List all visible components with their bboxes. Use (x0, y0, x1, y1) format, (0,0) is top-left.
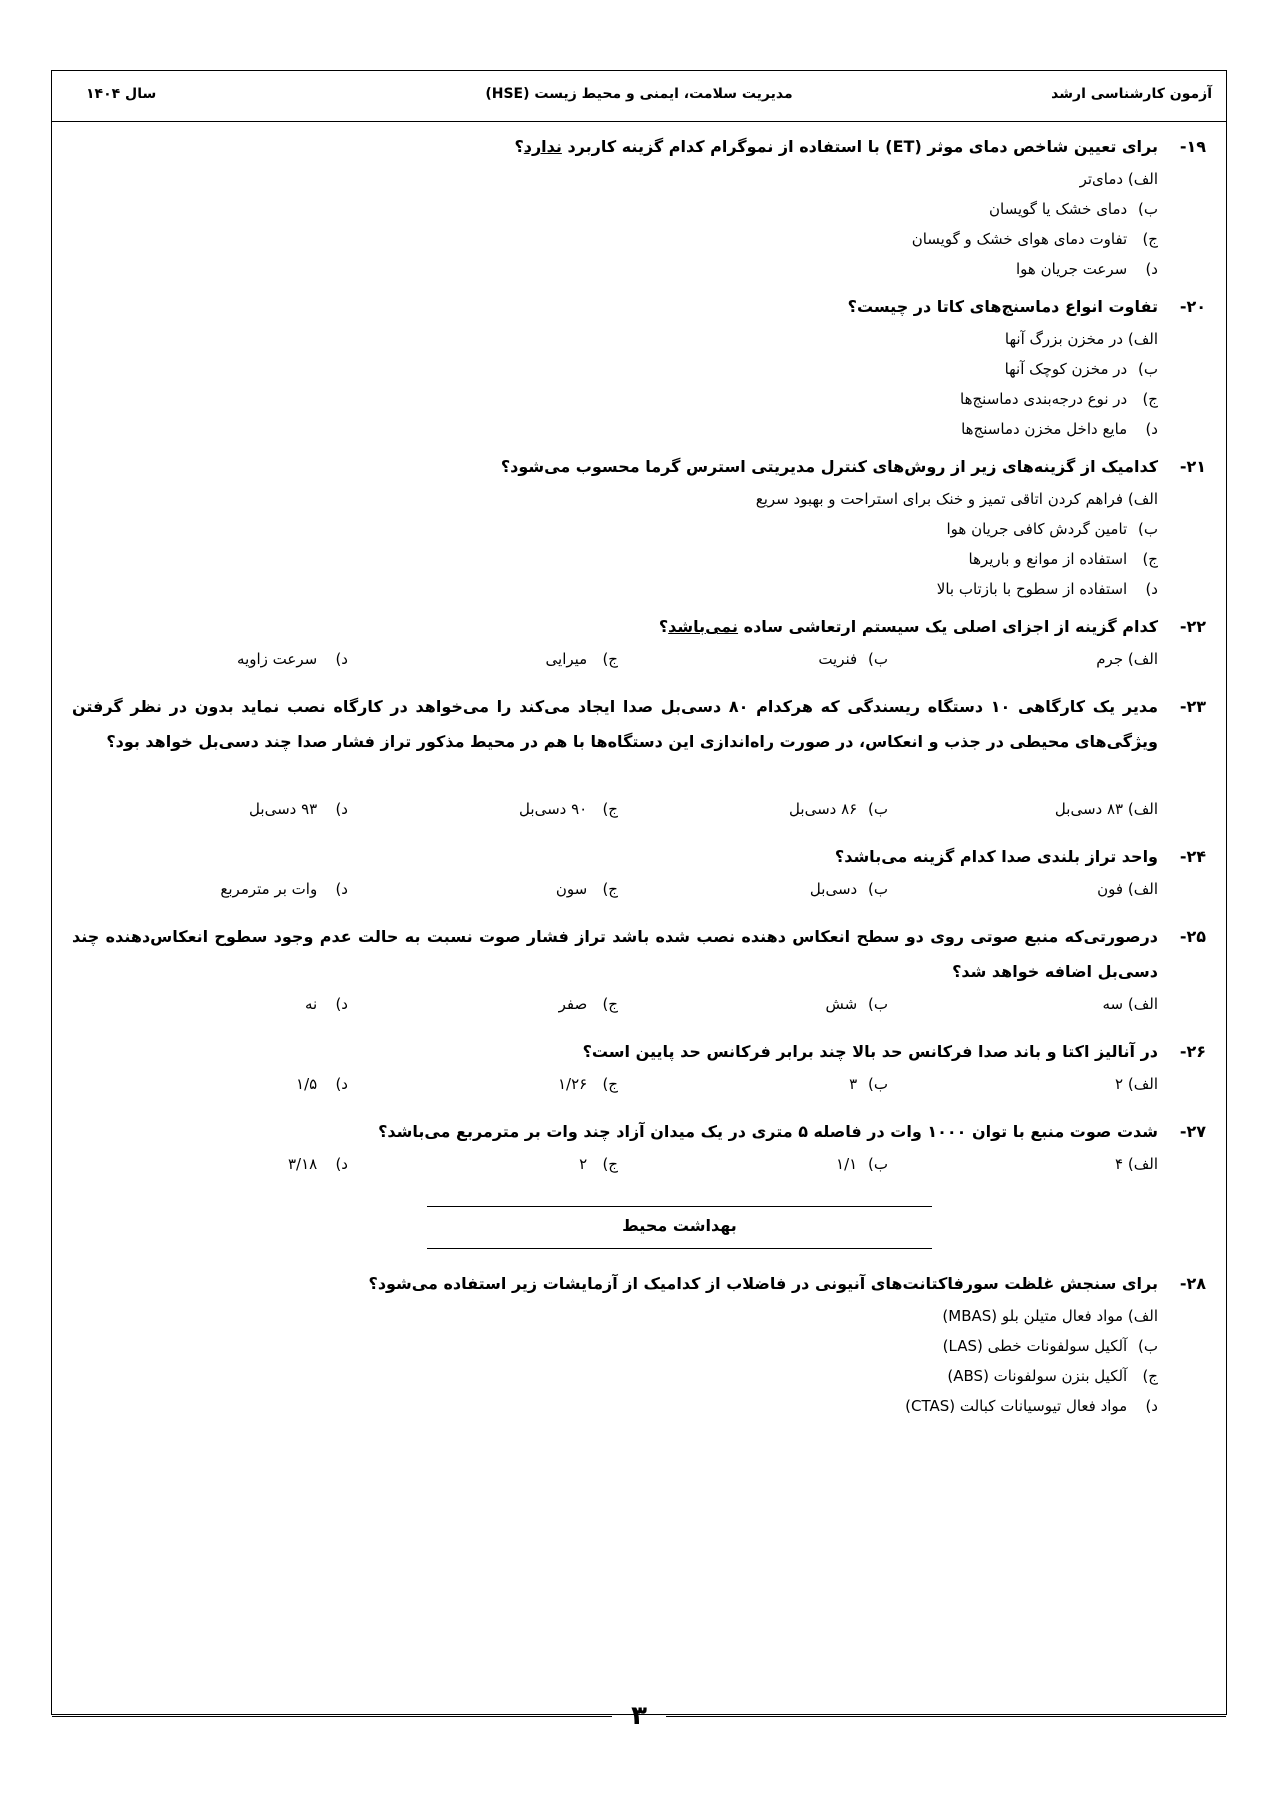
option-label: ب) (868, 800, 888, 818)
option-text: آلکیل سولفونات خطی (LAS) (942, 1337, 1128, 1355)
page-footer (52, 1701, 1226, 1731)
question-text-end: ؟ (514, 137, 524, 156)
option-label: ج) (602, 1075, 618, 1093)
option-text: دمای خشک یا گویسان (989, 200, 1128, 218)
option-label: د) (1145, 420, 1158, 438)
question-text-underlined: ندارد (523, 137, 562, 156)
option-text: ۱/۲۶ (557, 1075, 588, 1093)
question-text: تفاوت انواع دماسنج‌های کاتا در چیست؟ (847, 297, 1158, 316)
question-text: مدیر یک کارگاهی ۱۰ دستگاه ریسندگی که هرکدام ۸۰ دسی‌بل صدا ایجاد می‌کند را می‌خواهد در کارگاه نصب نماید بدون در نظر گرفتن ویژگی‌های محیطی در جذب و انعکاس، در صورت راه‌اندازی این دستگاه‌ها با هم در محیط مذکور تراز فشار صدا چند دسی‌بل خواهد بود؟ (72, 697, 1158, 751)
option-label: الف) (1127, 170, 1158, 188)
option-text: ۱/۵ (296, 1075, 318, 1093)
question-text-underlined: نمی‌باشد (668, 617, 739, 636)
option-label: ب) (1138, 520, 1158, 538)
option-text: سرعت زاویه (237, 650, 318, 668)
option-text: دمای‌تر (1079, 170, 1124, 188)
question-number: ۲۰- (1179, 297, 1206, 316)
option-label: ج) (1142, 390, 1158, 408)
option-a[interactable] (1005, 324, 1158, 354)
option-text: میرایی (545, 650, 588, 668)
option-label: ب) (868, 650, 888, 668)
option-label: ج) (602, 1155, 618, 1173)
question-text (72, 609, 1158, 644)
option-text: وات بر مترمربع (220, 880, 318, 898)
option-label: ب) (1138, 1337, 1158, 1355)
option-text: ۸۳ دسی‌بل (1054, 800, 1124, 818)
option-text: فراهم کردن اتاقی تمیز و خنک برای استراحت و بهبود سریع (755, 490, 1124, 508)
option-c[interactable] (960, 384, 1158, 414)
option-label: ج) (602, 800, 618, 818)
option-b[interactable] (836, 1149, 888, 1179)
question-text-part: برای تعیین شاخص دمای موثر (ET) با استفاده از نموگرام کدام گزینه کاربرد (561, 137, 1158, 156)
option-label: ب) (1138, 360, 1158, 378)
option-text: ۳ (849, 1075, 858, 1093)
option-c[interactable] (519, 794, 618, 824)
option-d[interactable] (305, 989, 348, 1019)
option-label: الف) (1127, 1307, 1158, 1325)
option-text: مواد فعال تیوسیانات کبالت (CTAS) (905, 1397, 1128, 1415)
option-b[interactable] (818, 644, 888, 674)
option-d[interactable] (1016, 254, 1158, 284)
question-number: ۱۹- (1179, 137, 1206, 156)
option-b[interactable] (946, 514, 1158, 544)
option-c[interactable] (558, 1069, 618, 1099)
option-text: شش (825, 995, 858, 1013)
page-number: ۳ (631, 1701, 647, 1731)
option-label: د) (335, 995, 348, 1013)
option-text: نه (305, 995, 318, 1013)
option-label: ج) (602, 650, 618, 668)
option-d[interactable] (937, 574, 1158, 604)
option-text: سرعت جریان هوا (1016, 260, 1128, 278)
footer-rule-right (666, 1716, 1226, 1717)
option-text: آلکیل بنزن سولفونات (ABS) (947, 1367, 1128, 1385)
option-d[interactable] (237, 644, 348, 674)
option-b[interactable] (943, 1331, 1158, 1361)
option-label: ج) (1142, 230, 1158, 248)
option-a[interactable] (1055, 794, 1158, 824)
option-b[interactable] (810, 874, 888, 904)
question-number: ۲۵- (1179, 927, 1206, 946)
question-number: ۲۷- (1179, 1122, 1206, 1141)
option-c[interactable] (947, 1361, 1158, 1391)
option-text: جرم (1096, 650, 1124, 668)
option-d[interactable] (296, 1069, 348, 1099)
option-text: دسی‌بل (809, 880, 858, 898)
option-d[interactable] (961, 414, 1158, 444)
option-b[interactable] (1005, 354, 1158, 384)
question-text: کدامیک از گزینه‌های زیر از روش‌های کنترل مدیریتی استرس گرما محسوب می‌شود؟ (500, 457, 1158, 476)
option-label: الف) (1127, 490, 1158, 508)
option-label: ب) (1138, 200, 1158, 218)
option-b[interactable] (989, 194, 1158, 224)
option-text: ۲ (579, 1155, 588, 1173)
option-label: ب) (868, 880, 888, 898)
question-text: در آنالیز اکتا و باند صدا فرکانس حد بالا چند برابر فرکانس حد پایین است؟ (582, 1042, 1158, 1061)
option-label: ب) (868, 995, 888, 1013)
option-a[interactable] (1080, 164, 1158, 194)
section-rule-bottom (427, 1248, 932, 1249)
option-a[interactable] (1115, 1069, 1158, 1099)
option-b[interactable] (826, 989, 888, 1019)
option-label: الف) (1127, 330, 1158, 348)
option-c[interactable] (579, 1149, 618, 1179)
question-text: درصورتی‌که منبع صوتی روی دو سطح انعکاس دهنده نصب شده باشد تراز فشار صوت نسبت به حالت عدم وجود سطوح انعکاس‌دهنده چند دسی‌بل اضافه خواهد شد؟ (72, 927, 1158, 981)
option-text: ۹۰ دسی‌بل (519, 800, 588, 818)
option-label: د) (335, 1075, 348, 1093)
option-text: ۹۳ دسی‌بل (249, 800, 318, 818)
option-text: استفاده از موانع و باریرها (968, 550, 1128, 568)
question-number: ۲۱- (1179, 457, 1206, 476)
option-c[interactable] (912, 224, 1158, 254)
question-number: ۲۴- (1179, 847, 1206, 866)
option-label: ج) (1142, 550, 1158, 568)
option-text: در مخزن بزرگ آنها (1004, 330, 1124, 348)
option-label: ب) (868, 1075, 888, 1093)
option-d[interactable] (220, 874, 348, 904)
option-text: سه (1102, 995, 1124, 1013)
option-text: سون (555, 880, 588, 898)
option-label: د) (1145, 1397, 1158, 1415)
option-label: الف) (1127, 650, 1158, 668)
option-a[interactable] (1102, 989, 1158, 1019)
option-text: ۱/۱ (836, 1155, 858, 1173)
option-c[interactable] (559, 989, 618, 1019)
question-number: ۲۸- (1179, 1274, 1206, 1293)
option-text: تفاوت دمای هوای خشک و گویسان (911, 230, 1128, 248)
question-number: ۲۶- (1179, 1042, 1206, 1061)
exam-title: آزمون کارشناسی ارشد (1051, 86, 1212, 102)
option-text: در نوع درجه‌بندی دماسنج‌ها (960, 390, 1128, 408)
question-text: واحد تراز بلندی صدا کدام گزینه می‌باشد؟ (834, 847, 1158, 866)
option-text: ۴ (1115, 1155, 1124, 1173)
option-label: ب) (868, 1155, 888, 1173)
option-d[interactable] (288, 1149, 348, 1179)
option-text: مایع داخل مخزن دماسنج‌ها (961, 420, 1128, 438)
section-title: بهداشت محیط (622, 1216, 737, 1235)
question-number: ۲۳- (1179, 697, 1206, 716)
option-a[interactable] (1115, 1149, 1158, 1179)
option-text: فنریت (818, 650, 858, 668)
option-label: الف) (1127, 1075, 1158, 1093)
option-label: د) (1145, 580, 1158, 598)
exam-year: سال ۱۴۰۴ (86, 86, 157, 102)
question-text: شدت صوت منبع با توان ۱۰۰۰ وات در فاصله ۵ متری در یک میدان آزاد چند وات بر مترمربع می‌باشد؟ (378, 1122, 1158, 1141)
option-label: ج) (602, 995, 618, 1013)
option-d[interactable] (905, 1391, 1158, 1421)
option-text: استفاده از سطوح با بازتاب بالا (936, 580, 1128, 598)
page-header (52, 71, 1226, 122)
option-c[interactable] (969, 544, 1159, 574)
option-a[interactable] (1096, 644, 1158, 674)
option-label: د) (335, 1155, 348, 1173)
option-label: الف) (1127, 1155, 1158, 1173)
option-c[interactable] (546, 644, 618, 674)
option-label: د) (1145, 260, 1158, 278)
option-label: ج) (1142, 1367, 1158, 1385)
option-label: د) (335, 650, 348, 668)
option-label: د) (335, 800, 348, 818)
option-a[interactable] (1097, 874, 1158, 904)
question-text (72, 129, 1158, 164)
course-title: مدیریت سلامت، ایمنی و محیط زیست (HSE) (485, 86, 793, 102)
question-text-part: کدام گزینه از اجزای اصلی یک سیستم ارتعاشی ساده (738, 617, 1158, 636)
option-text: تامین گردش کافی جریان هوا (946, 520, 1128, 538)
option-b[interactable] (789, 794, 888, 824)
option-text: فون (1097, 880, 1124, 898)
option-text: صفر (558, 995, 588, 1013)
option-c[interactable] (556, 874, 618, 904)
option-text: در مخزن کوچک آنها (1004, 360, 1128, 378)
option-b[interactable] (849, 1069, 888, 1099)
option-a[interactable] (942, 1301, 1158, 1331)
page-frame (51, 70, 1227, 1731)
option-label: الف) (1127, 995, 1158, 1013)
option-text: مواد فعال متیلن بلو (MBAS) (942, 1307, 1124, 1325)
option-label: الف) (1127, 880, 1158, 898)
option-text: ۸۶ دسی‌بل (789, 800, 858, 818)
section-rule-top (427, 1206, 932, 1207)
option-label: الف) (1127, 800, 1158, 818)
option-a[interactable] (756, 484, 1158, 514)
option-text: ۳/۱۸ (287, 1155, 318, 1173)
question-text: برای سنجش غلظت سورفاکتانت‌های آنیونی در فاضلاب از کدامیک از آزمایشات زیر استفاده می‌شود؟ (368, 1274, 1158, 1293)
option-d[interactable] (249, 794, 348, 824)
question-text-end: ؟ (658, 617, 669, 636)
option-text: ۲ (1115, 1075, 1124, 1093)
question-number: ۲۲- (1179, 617, 1206, 636)
option-label: د) (335, 880, 348, 898)
option-label: ج) (602, 880, 618, 898)
